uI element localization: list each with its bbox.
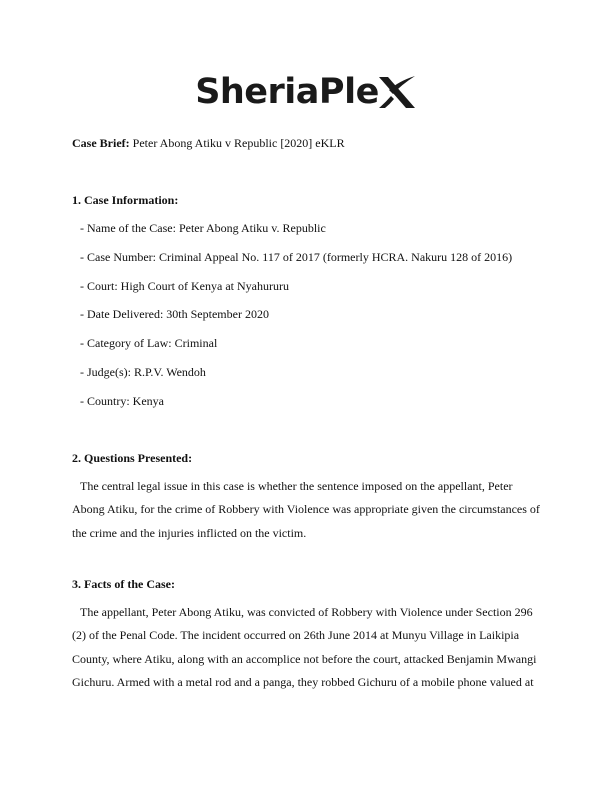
case-brief-name: Peter Abong Atiku v Republic [2020] eKLR [132,136,345,150]
questions-presented-paragraph: The central legal issue in this case is whether the sentence imposed on the appellant, Peter Abong Atiku, for the crime of Robbery with Violence was appropriate given the circumstances of the crime and the injuries inflicted on the victim. [72,479,540,540]
case-info-item: - Court: High Court of Kenya at Nyahururu [80,279,289,293]
sheriaplex-logo [0,72,612,128]
section-heading-facts: 3. Facts of the Case: [72,577,175,591]
case-brief-title [72,136,345,151]
case-info-item: - Name of the Case: Peter Abong Atiku v. Republic [80,221,326,235]
case-info-item: - Date Delivered: 30th September 2020 [80,307,269,321]
section-heading-case-information: 1. Case Information: [72,193,179,207]
logo-wordmark: SheriaPle [195,72,379,112]
case-info-item: - Judge(s): R.P.V. Wendoh [80,365,206,379]
case-brief-label: Case Brief: [72,136,130,150]
case-info-item: - Category of Law: Criminal [80,336,218,350]
case-info-item: - Country: Kenya [80,394,164,408]
logo-x-mark-icon [377,73,417,111]
facts-paragraph: The appellant, Peter Abong Atiku, was convicted of Robbery with Violence under Section 296 (2) of the Penal Code. The incident occurred on 26th June 2014 at Munyu Village in Laikipia County, where Atiku, along with an accomplice not before the court, attacked Benjamin Mwangi Gichuru. Armed with a metal rod and a panga, they robbed Gichuru of a mobile phone valued at [72,605,537,690]
case-info-item: - Case Number: Criminal Appeal No. 117 of 2017 (formerly HCRA. Nakuru 128 of 2016) [80,250,513,264]
section-heading-questions-presented: 2. Questions Presented: [72,451,193,465]
